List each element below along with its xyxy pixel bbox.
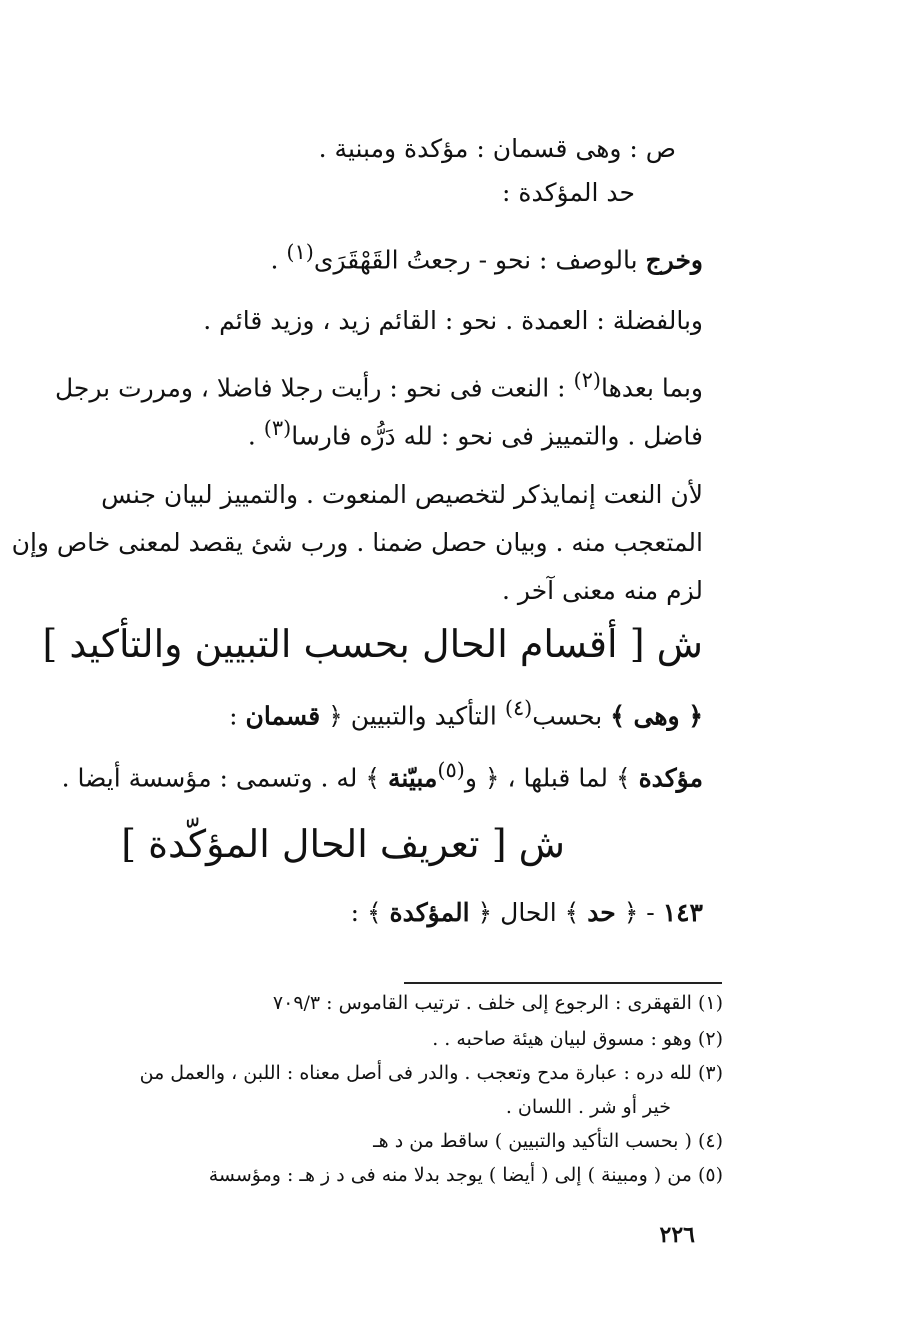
line-text: المتعجب منه . وبيان حصل ضمنا . ورب شئ يقصد لمعنى خاص وإن [11, 528, 703, 557]
line-text: وبالفضلة : العمدة . نحو : القائم زيد ، وزيد قائم . [203, 306, 703, 335]
line-text: بالوصف : نحو - رجعتُ القَهْقَرَى [313, 245, 646, 275]
quoted-matn: مبيّنة [387, 763, 438, 793]
line-text: - ﴿ [615, 898, 663, 927]
footnote-text: (٤) ( بحسب التأكيد والتبيين ) ساقط من د هـ [373, 1130, 723, 1152]
line-text: . [270, 245, 287, 275]
footnote-3 [140, 1062, 723, 1085]
verse-number: ١٤٣ [662, 898, 703, 927]
matn-line-2 [502, 178, 635, 208]
footnote-2 [432, 1028, 723, 1051]
heading-text: ش [ تعريف الحال المؤكّدة ] [121, 822, 565, 866]
heading-text: ش [ أقسام الحال بحسب التبيين والتأكيد ] [42, 622, 703, 666]
footnote-text: خير أو شر . اللسان . [505, 1096, 671, 1118]
bold-keyword: وخرج [645, 245, 703, 275]
footnote-5 [209, 1164, 723, 1187]
line-text: : [229, 701, 246, 731]
line-text: ﴾ الحال ﴿ [469, 898, 588, 927]
matn-text: ص : وهى قسمان : مؤكدة ومبنية . [318, 134, 676, 163]
footnote-4 [373, 1130, 723, 1153]
quoted-matn: قسمان [245, 701, 321, 731]
line-text: وبما بعدها [601, 373, 703, 403]
line-text: فاضل . والتمييز فى نحو : لله دَرُّه فارسا [291, 421, 703, 451]
footnote-text: (٢) وهو : مسوق لبيان هيئة صاحبه . . [432, 1028, 723, 1050]
explanation-line-8 [12, 528, 703, 558]
sharh-line-11 [62, 758, 703, 793]
page-number [660, 1222, 695, 1248]
line-text: بحسب [532, 701, 611, 731]
footnote-1 [273, 992, 723, 1015]
footnote-text: (٥) من ( ومبينة ) إلى ( أيضا ) يوجد بدلا منه فى د ز هـ : ومؤسسة [208, 1164, 723, 1186]
footnote-ref-1: (١) [286, 240, 314, 264]
quoted-matn: المؤكدة [389, 898, 470, 927]
footnote-ref-4: (٤) [504, 696, 533, 720]
line-text: لزم منه معنى آخر . [502, 576, 703, 605]
line-text: لأن النعت إنمايذكر لتخصيص المنعوت . والتمييز لبيان جنس [101, 480, 703, 509]
matn-line-1 [319, 134, 676, 164]
sharh-line-10 [229, 696, 703, 731]
line-text: . [247, 421, 264, 451]
line-text: ﴾ لما قبلها ، ﴿ و [464, 763, 639, 793]
page-number-text: ٢٢٦ [659, 1222, 695, 1248]
explanation-line-3 [271, 240, 704, 275]
footnote-ref-3: (٣) [263, 416, 292, 440]
matn-line-143 [351, 898, 703, 928]
footnote-text: (١) القهقرى : الرجوع إلى خلف . ترتيب القاموس : ٧٠٩/٣ [272, 992, 723, 1014]
quoted-matn: حد [587, 898, 616, 927]
line-text: التأكيد والتبيين ﴿ [320, 701, 505, 731]
explanation-line-7 [101, 480, 703, 510]
footnote-ref-5: (٥) [437, 758, 465, 782]
section-heading-2 [121, 822, 565, 868]
explanation-line-6 [248, 416, 703, 451]
matn-text: حد المؤكدة : [502, 178, 635, 207]
explanation-line-9 [502, 576, 703, 606]
footnote-ref-2: (٢) [573, 368, 601, 392]
section-heading-1 [43, 622, 703, 668]
footnote-separator [404, 982, 722, 984]
explanation-line-5 [55, 368, 703, 403]
footnote-3-continuation [506, 1096, 671, 1119]
footnote-text: (٣) لله دره : عبارة مدح وتعجب . والدر فى أصل معناه : اللبن ، والعمل من [139, 1062, 723, 1084]
line-text: : النعت فى نحو : رأيت رجلا فاضلا ، ومررت برجل [55, 373, 574, 403]
line-text: ﴾ : [350, 898, 390, 927]
line-text: ﴾ له . وتسمى : مؤسسة أيضا . [61, 763, 388, 793]
quoted-matn: مؤكدة [638, 763, 703, 793]
quoted-matn: ﴿ وهى ﴾ [610, 701, 703, 731]
explanation-line-4 [203, 306, 703, 336]
